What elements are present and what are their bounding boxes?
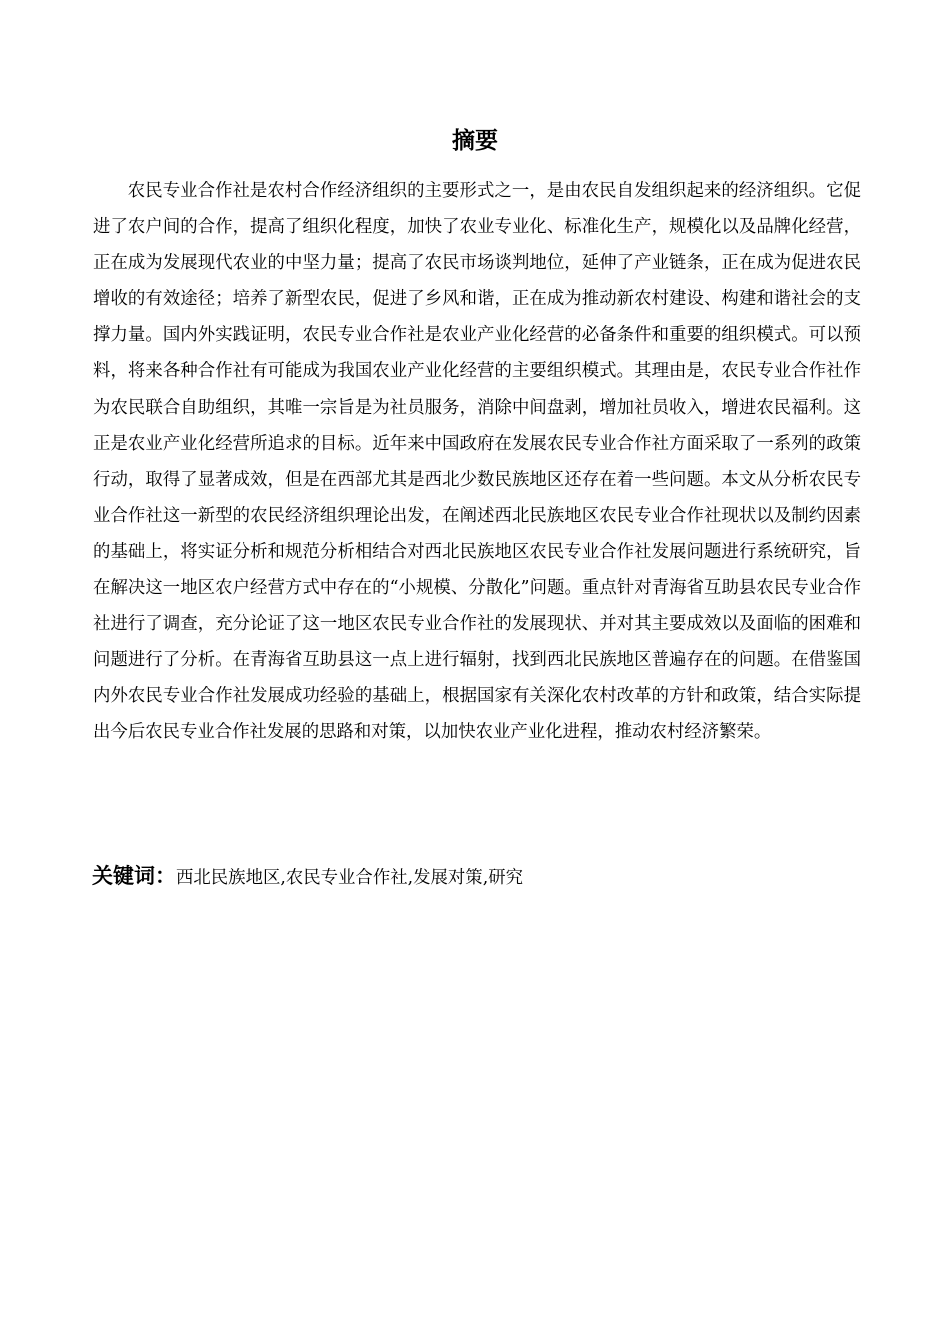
abstract-body: 农民专业合作社是农村合作经济组织的主要形式之一，是由农民自发组织起来的经济组织。它促进了农户间的合作，提高了组织化程度，加快了农业专业化、标准化生产，规模化以及品牌化经营，正在成为发展现代农业的中坚力量；提高了农民市场谈判地位，延伸了产业链条，正在成为促进农民增收的有效途径；培养了新型农民，促进了乡风和谐，正在成为推动新农村建设、构建和谐社会的支撑力量。国内外实践证明，农民专业合作社是农业产业化经营的必备条件和重要的组织模式。可以预料，将来各种合作社有可能成为我国农业产业化经营的主要组织模式。其理由是，农民专业合作社作为农民联合自助组织，其唯一宗旨是为社员服务，消除中间盘剥，增加社员收入，增进农民福利。这正是农业产业化经营所追求的目标。近年来中国政府在发展农民专业合作社方面采取了一系列的政策行动，取得了显著成效，但是在西部尤其是西北少数民族地区还存在着一些问题。本文从分析农民专业合作社这一新型的农民经济组织理论出发，在阐述西北民族地区农民专业合作社现状以及制约因素的基础上，将实证分析和规范分析相结合对西北民族地区农民专业合作社发展问题进行系统研究，旨在解决这一地区农户经营方式中存在的“小规模、分散化”问题。重点针对青海省互助县农民专业合作社进行了调查，充分论证了这一地区农民专业合作社的发展现状、并对其主要成效以及面临的困难和问题进行了分析。在青海省互助县这一点上进行辐射，找到西北民族地区普遍存在的问题。在借鉴国内外农民专业合作社发展成功经验的基础上，根据国家有关深化农村改革的方针和政策，结合实际提出今后农民专业合作社发展的思路和对策，以加快农业产业化进程，推动农村经济繁荣。 bbox=[93, 181, 861, 743]
keywords-label: 关键词： bbox=[92, 864, 176, 888]
keywords-line bbox=[92, 858, 862, 896]
abstract-title: 摘要 bbox=[452, 128, 498, 154]
keywords-value: 西北民族地区,农民专业合作社,发展对策,研究 bbox=[176, 868, 524, 888]
